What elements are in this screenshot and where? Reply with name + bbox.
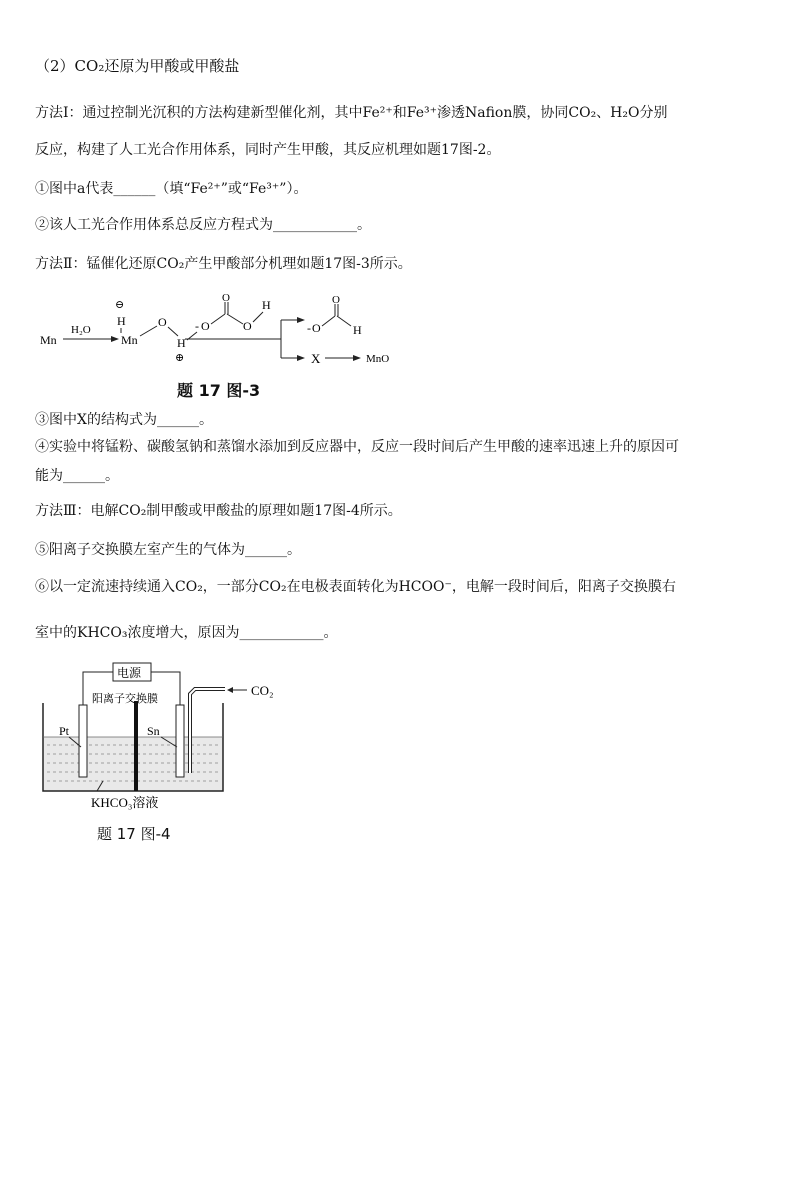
mno-label: MnO — [366, 353, 390, 365]
cation-exchange-membrane — [134, 701, 138, 791]
power-supply-label: 电源 — [117, 666, 142, 680]
question-heading: （2）CO₂还原为甲酸或甲酸盐 — [35, 57, 240, 75]
figure-17-3 — [35, 292, 435, 372]
membrane-label: 阳离子交换膜 — [92, 693, 158, 705]
ester-bond-2 — [227, 314, 243, 324]
mn-left: Mn — [40, 333, 57, 347]
ester-bond-3 — [253, 312, 263, 322]
method-2-text: 方法Ⅱ：锰催化还原CO₂产生甲酸部分机理如题17图-3所示。 — [35, 256, 412, 272]
branch-lower-head — [297, 355, 305, 361]
co2-label: CO₂ — [251, 683, 274, 698]
question-6: ⑥以一定流速持续通入CO₂，一部分CO₂在电极表面转化为HCOO⁻，电解一段时间后，阳离子交换膜右 — [35, 579, 676, 595]
question-4: ④实验中将锰粉、碳酸氢钠和蒸馏水添加到反应器中，反应一段时间后产生甲酸的速率迅速上升的原因可 — [35, 439, 679, 455]
figure-17-4 — [35, 655, 295, 815]
prod-bond-1 — [322, 316, 335, 326]
mn-mid: Mn — [121, 333, 138, 347]
co2-inlet-arrow-head — [227, 687, 233, 693]
question-5: ⑤阳离子交换膜左室产生的气体为______。 — [35, 542, 301, 558]
pt-label: Pt — [59, 724, 70, 738]
question-6-cont: 室中的KHCO₃浓度增大，原因为____________。 — [35, 625, 338, 641]
prod-o: O — [312, 321, 321, 335]
ester-o3: O — [243, 319, 252, 333]
pt-electrode — [79, 705, 87, 777]
figure-17-3-caption: 题 17 图-3 — [177, 381, 261, 400]
ester-h: H — [262, 298, 271, 312]
question-4-cont: 能为______。 — [35, 468, 119, 484]
mn-o-bond — [140, 326, 157, 336]
ester-minus: - — [195, 319, 199, 333]
o-bridge: O — [158, 315, 167, 329]
plus-charge: ⊕ — [175, 352, 185, 364]
sn-label: Sn — [147, 724, 160, 738]
arrow-x-head — [353, 355, 361, 361]
h-top: H — [117, 314, 126, 328]
prod-o2: O — [332, 294, 340, 306]
prod-minus: - — [307, 321, 311, 335]
x-label: X — [311, 351, 321, 366]
ester-o2: O — [222, 292, 230, 304]
minus-charge-h: ⊖ — [115, 299, 125, 311]
branch-upper-head — [297, 317, 305, 323]
h-bottom: H — [177, 336, 186, 350]
method-1-text: 方法Ⅰ：通过控制光沉积的方法构建新型催化剂，其中Fe²⁺和Fe³⁺渗透Nafion膜，协同CO₂、H₂O分别 — [35, 105, 668, 121]
question-2: ②该人工光合作用体系总反应方程式为____________。 — [35, 217, 371, 233]
method-1-text-cont: 反应，构建了人工光合作用体系，同时产生甲酸，其反应机理如题17图-2。 — [35, 142, 501, 158]
question-3: ③图中X的结构式为______。 — [35, 412, 213, 428]
prod-bond-2 — [337, 316, 351, 326]
o-h-bond — [168, 327, 178, 336]
sn-electrode — [176, 705, 184, 777]
solution-label: KHCO₃溶液 — [91, 795, 159, 810]
question-1: ①图中a代表______（填“Fe²⁺”或“Fe³⁺”）。 — [35, 181, 308, 197]
ester-o1: O — [201, 319, 210, 333]
arrow-1-head — [111, 336, 119, 342]
method-3-text: 方法Ⅲ：电解CO₂制甲酸或甲酸盐的原理如题17图-4所示。 — [35, 503, 402, 519]
figure-17-4-caption: 题 17 图-4 — [97, 825, 171, 843]
h2o-label: H₂O — [71, 324, 91, 336]
prod-h: H — [353, 323, 362, 337]
ester-bond-1 — [211, 314, 225, 324]
